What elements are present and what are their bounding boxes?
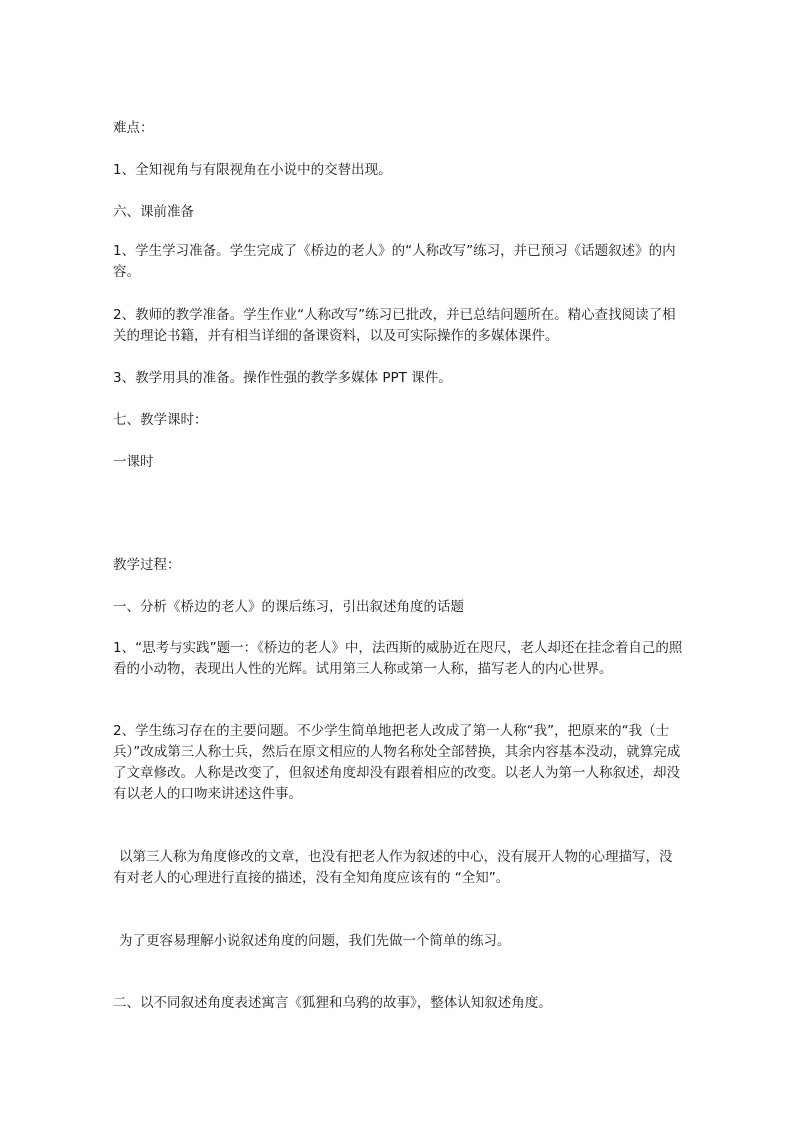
preparation-item-3: 3、教学用具的准备。操作性强的教学多媒体 PPT 课件。 — [113, 370, 452, 386]
process-step-1-item-1: 1、“思考与实践”题一：《桥边的老人》中，法西斯的威胁近在咫尺，老人却还在挂念着自己的照看的小动物，表现出人性的光辉。试用第三人称或第一人称，描写老人的内心世界。 — [113, 640, 683, 677]
class-hours-value: 一课时 — [113, 454, 154, 470]
section-heading-preparation: 六、课前准备 — [113, 204, 194, 220]
heading-teaching-process: 教学过程： — [113, 557, 181, 573]
difficulty-item-1: 1、全知视角与有限视角在小说中的交替出现。 — [113, 162, 392, 178]
process-paragraph-third-person: 以第三人称为角度修改的文章，也没有把老人作为叙述的中心，没有展开人物的心理描写，没有对老人的心理进行直接的描述，没有全知角度应该有的 “全知”。 — [113, 849, 673, 886]
process-paragraph-exercise-intro: 为了更容易理解小说叙述角度的问题，我们先做一个简单的练习。 — [119, 933, 511, 949]
preparation-item-1: 1、学生学习准备。学生完成了《桥边的老人》的“人称改写”练习，并已预习《话题叙述》的内容。 — [113, 243, 676, 280]
heading-difficulty: 难点： — [113, 120, 154, 136]
preparation-item-2: 2、教师的教学准备。学生作业“人称改写”练习已批改，并已总结问题所在。精心查找阅读了相关的理论书籍，并有相当详细的备课资料，以及可实际操作的多媒体课件。 — [113, 307, 676, 344]
section-heading-class-hours: 七、教学课时： — [113, 412, 208, 428]
process-step-2-heading: 二、以不同叙述角度表述寓言《狐狸和乌鸦的故事》，整体认知叙述角度。 — [113, 995, 552, 1011]
process-step-1-heading: 一、分析《桥边的老人》的课后练习，引出叙述角度的话题 — [113, 599, 464, 615]
process-step-1-item-2: 2、学生练习存在的主要问题。不少学生简单地把老人改成了第一人称“我”，把原来的“我（士兵）”改成第三人称士兵，然后在原文相应的人物名称处全部替换，其余内容基本没动，就算完成了文章修改。人称是改变了，但叙述角度却没有跟着相应的改变。以老人为第一人称叙述，却没有以老人的口吻来讲述这件事。 — [113, 723, 681, 802]
